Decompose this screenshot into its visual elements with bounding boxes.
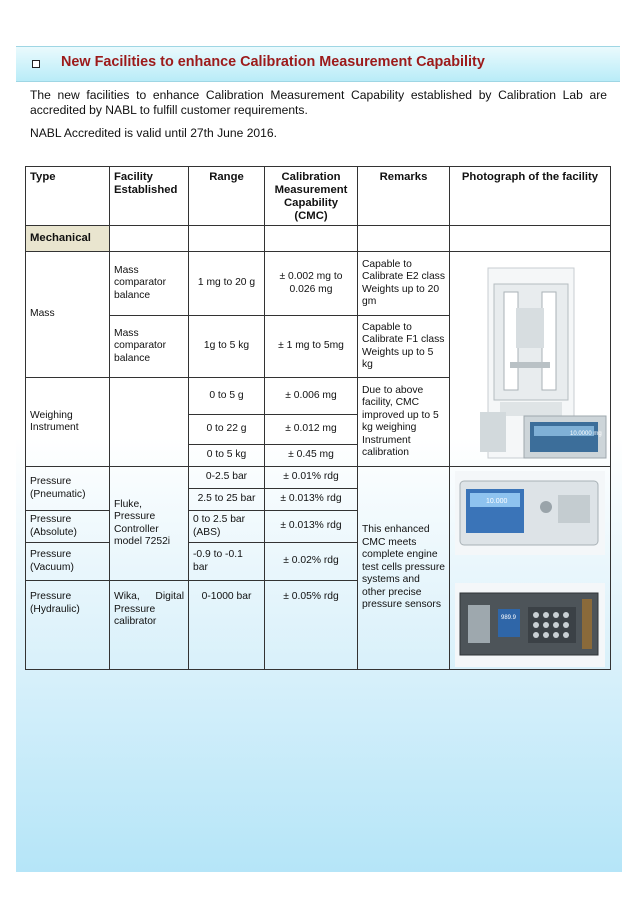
pneumatic-type: Pressure (Pneumatic) [26, 467, 110, 511]
weighing-cmc-2: ± 0.012 mg [265, 415, 358, 445]
weighing-cmc-1: ± 0.006 mg [265, 378, 358, 415]
pressure-remarks: This enhanced CMC meets complete engine test cells pressure systems and other precise pressure sensors [358, 467, 450, 670]
hydraulic-facility: Wika, Digital Pressure calibrator [110, 581, 189, 670]
balance-display-value: 10.0000 mg [570, 431, 602, 437]
weighing-remarks: Due to above facility, CMC improved up to 5 kg weighing Instrument calibration [358, 378, 450, 467]
table-header-row [26, 167, 611, 226]
header-remarks: Remarks [358, 167, 450, 226]
facilities-table-wrapper [25, 166, 610, 669]
section-banner [16, 46, 620, 82]
intro-paragraph: The new facilities to enhance Calibration Measurement Capability established by Calibration Lab are accredited by NABL to fulfill customer requirements. [30, 88, 607, 117]
controller-facility: Fluke, Pressure Controller model 7252i [110, 467, 189, 581]
facilities-table [25, 166, 611, 670]
weighing-range-3: 0 to 5 kg [189, 445, 265, 467]
pneumatic-cmc-1: ± 0.01% rdg [265, 467, 358, 489]
header-cmc: Calibration Measurement Capability (CMC) [265, 167, 358, 226]
absolute-cmc: ± 0.013% rdg [265, 511, 358, 543]
hydraulic-type: Pressure (Hydraulic) [26, 581, 110, 670]
mass-remarks-2: Capable to Calibrate F1 class Weights up to 5 kg [358, 316, 450, 378]
absolute-range: 0 to 2.5 bar (ABS) [189, 511, 265, 543]
section-title: New Facilities to enhance Calibration Measurement Capability [61, 54, 485, 70]
header-type: Type [26, 167, 110, 226]
weighing-range-2: 0 to 22 g [189, 415, 265, 445]
section-label: Mechanical [26, 226, 110, 252]
header-range: Range [189, 167, 265, 226]
calibrator-display-value: 989.9 [501, 615, 517, 621]
table-row [26, 252, 611, 316]
pneumatic-range-2: 2.5 to 25 bar [189, 489, 265, 511]
mass-comparator-photo [470, 262, 630, 472]
accreditation-note: NABL Accredited is valid until 27th June 2016. [30, 126, 277, 140]
header-facility: Facility Established [110, 167, 189, 226]
vacuum-type: Pressure (Vacuum) [26, 543, 110, 581]
table-row [26, 467, 611, 489]
hydraulic-cmc: ± 0.05% rdg [265, 581, 358, 670]
weighing-facility [110, 378, 189, 467]
fluke-controller-photo [455, 471, 605, 555]
mass-facility-2: Mass comparator balance [110, 316, 189, 378]
mass-type: Mass [26, 252, 110, 378]
square-bullet-icon [32, 60, 40, 68]
mass-facility-1: Mass comparator balance [110, 252, 189, 316]
weighing-range-1: 0 to 5 g [189, 378, 265, 415]
weighing-type: Weighing Instrument [26, 378, 110, 467]
pressure-photo-cell [450, 467, 611, 670]
pneumatic-cmc-2: ± 0.013% rdg [265, 489, 358, 511]
pressure-equipment-photos [450, 467, 610, 667]
header-photo: Photograph of the facility [450, 167, 611, 226]
balance-photo-cell [450, 252, 611, 467]
section-row [26, 226, 611, 252]
weighing-cmc-3: ± 0.45 mg [265, 445, 358, 467]
mass-range-1: 1 mg to 20 g [189, 252, 265, 316]
controller-display-value: 10.000 [486, 498, 508, 505]
mass-remarks-1: Capable to Calibrate E2 class Weights up to 20 gm [358, 252, 450, 316]
vacuum-cmc: ± 0.02% rdg [265, 543, 358, 581]
vacuum-range: -0.9 to -0.1 bar [189, 543, 265, 581]
pneumatic-range-1: 0-2.5 bar [189, 467, 265, 489]
mass-range-2: 1g to 5 kg [189, 316, 265, 378]
absolute-type: Pressure (Absolute) [26, 511, 110, 543]
wika-calibrator-photo [455, 583, 605, 667]
hydraulic-range: 0-1000 bar [189, 581, 265, 670]
mass-cmc-1: ± 0.002 mg to 0.026 mg [265, 252, 358, 316]
mass-cmc-2: ± 1 mg to 5mg [265, 316, 358, 378]
